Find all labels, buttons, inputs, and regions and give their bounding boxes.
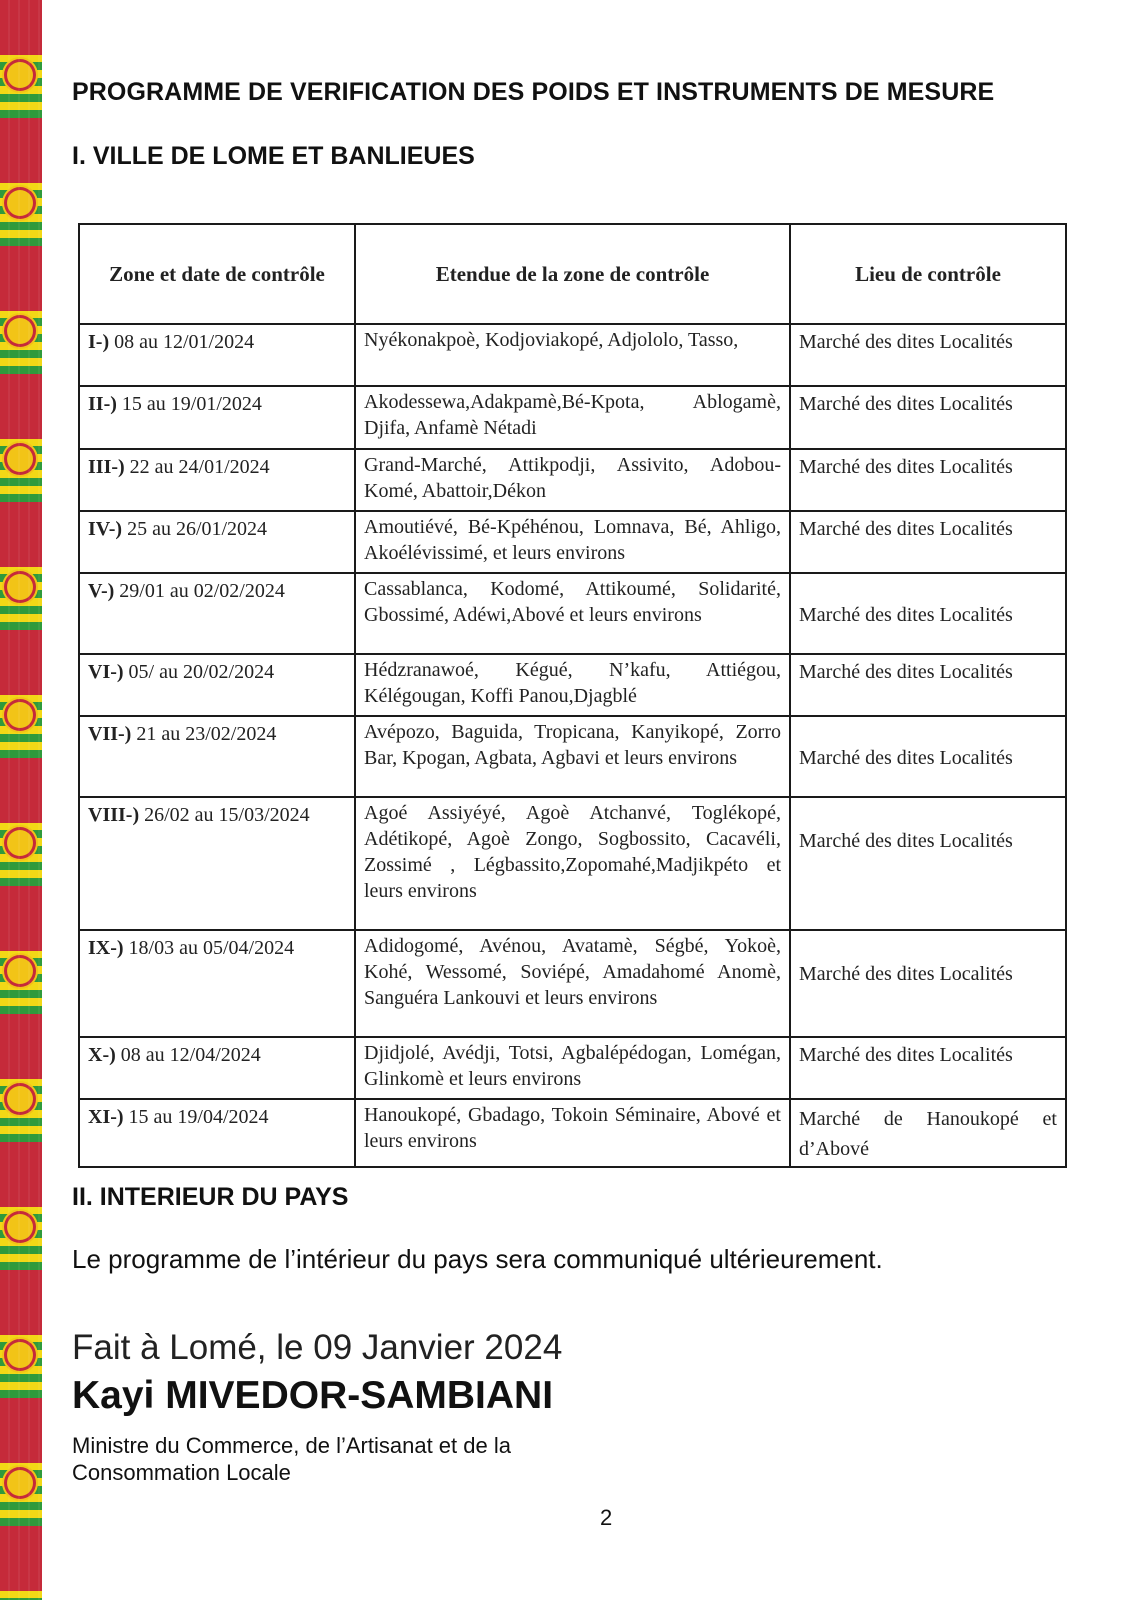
table-row [79,449,1066,511]
zone-date-cell [79,797,355,930]
section-heading-interieur: II. INTERIEUR DU PAYS [72,1183,349,1211]
lieu-cell: Marché des dites Localités [790,1037,1066,1099]
etendue-cell: Cassablanca, Kodomé, Attikoumé, Solidarité, Gbossimé, Adéwi,Abové et leurs environs [355,573,790,654]
zone-date: 22 au 24/01/2024 [129,456,270,478]
zone-date: 21 au 23/02/2024 [136,723,277,745]
kente-motif-icon [7,318,33,344]
zone-number: V-) [88,580,115,602]
zone-date: 15 au 19/04/2024 [128,1106,269,1128]
lieu-cell: Marché des dites Localités [790,386,1066,449]
kente-motif-icon [7,190,33,216]
kente-motif-icon [7,702,33,728]
zone-date: 18/03 au 05/04/2024 [128,937,295,959]
zone-number: IX-) [88,937,124,959]
zone-date-cell [79,1099,355,1167]
kente-motif-icon [7,62,33,88]
zone-date: 08 au 12/01/2024 [114,331,255,353]
zone-date-cell [79,449,355,511]
etendue-cell: Adidogomé, Avénou, Avatamè, Ségbé, Yokoè, Kohé, Wessomé, Soviépé, Amadahomé Anomè, Sanguéra Lankouvi et leurs environs [355,930,790,1037]
zone-date-cell [79,511,355,573]
etendue-cell: Amoutiévé, Bé-Kpéhénou, Lomnava, Bé, Ahligo, Akoélévissimé, et leurs environs [355,511,790,573]
header-lieu: Lieu de contrôle [790,224,1066,324]
header-zone-date: Zone et date de contrôle [79,224,355,324]
zone-date-cell [79,930,355,1037]
zone-date-cell [79,573,355,654]
zone-number: I-) [88,331,110,353]
zone-date: 29/01 au 02/02/2024 [119,580,285,602]
etendue-cell: Hédzranawoé, Kégué, N’kafu, Attiégou, Kélégougan, Koffi Panou,Djagblé [355,654,790,716]
table-row [79,386,1066,449]
etendue-cell: Hanoukopé, Gbadago, Tokoin Séminaire, Abové et leurs environs [355,1099,790,1167]
lieu-cell: Marché des dites Localités [790,449,1066,511]
table-row [79,654,1066,716]
lieu-cell: Marché des dites Localités [790,654,1066,716]
kente-motif-icon [7,574,33,600]
table-header-row [79,224,1066,324]
zone-number: VII-) [88,723,132,745]
section-interieur-text: Le programme de l’intérieur du pays sera communiqué ultérieurement. [72,1244,883,1274]
etendue-cell: Nyékonakpoè, Kodjoviakopé, Adjololo, Tasso, [355,324,790,386]
lieu-cell: Marché des dites Localités [790,511,1066,573]
zone-number: II-) [88,393,117,415]
lieu-cell: Marché de Hanoukopé et d’Abové [790,1099,1066,1167]
table-row [79,511,1066,573]
kente-motif-icon [7,830,33,856]
kente-motif-icon [7,446,33,472]
table-row [79,716,1066,797]
zone-number: III-) [88,456,125,478]
zone-date-cell [79,386,355,449]
lieu-cell: Marché des dites Localités [790,573,1066,654]
zone-date-cell [79,324,355,386]
table-row [79,324,1066,386]
section-heading-lome: I. VILLE DE LOME ET BANLIEUES [72,142,475,170]
header-etendue: Etendue de la zone de contrôle [355,224,790,324]
zone-number: IV-) [88,518,123,540]
zone-number: X-) [88,1044,116,1066]
page-number: 2 [600,1505,613,1530]
zone-date-cell [79,1037,355,1099]
kente-motif-icon [7,1470,33,1496]
zone-date: 26/02 au 15/03/2024 [144,804,310,826]
lieu-cell: Marché des dites Localités [790,930,1066,1037]
zone-number: XI-) [88,1106,124,1128]
kente-motif-icon [7,1086,33,1112]
document-title: PROGRAMME DE VERIFICATION DES POIDS ET INSTRUMENTS DE MESURE [72,78,995,106]
lieu-cell: Marché des dites Localités [790,716,1066,797]
zone-date-cell [79,654,355,716]
place-and-date: Fait à Lomé, le 09 Janvier 2024 [72,1328,563,1367]
signatory-role: Ministre du Commerce, de l’Artisanat et de la Consommation Locale [72,1433,511,1485]
etendue-cell: Grand-Marché, Attikpodji, Assivito, Adobou-Komé, Abattoir,Dékon [355,449,790,511]
zone-date: 05/ au 20/02/2024 [128,661,275,683]
etendue-cell: Akodessewa,Adakpamè,Bé-Kpota, Ablogamè, Djifa, Anfamè Nétadi [355,386,790,449]
table-row [79,930,1066,1037]
kente-border [0,0,42,1600]
etendue-cell: Avépozo, Baguida, Tropicana, Kanyikopé, Zorro Bar, Kpogan, Agbata, Agbavi et leurs environs [355,716,790,797]
table-row [79,573,1066,654]
lieu-cell: Marché des dites Localités [790,324,1066,386]
table-row [79,797,1066,930]
zone-number: VIII-) [88,804,140,826]
table-row [79,1099,1066,1167]
kente-motif-icon [7,1342,33,1368]
etendue-cell: Agoé Assiyéyé, Agoè Atchanvé, Toglékopé, Adétikopé, Agoè Zongo, Sogbossito, Cacavéli, Zossimé , Légbassito,Zopomahé,Madjikpéto et leurs environs [355,797,790,930]
lieu-cell: Marché des dites Localités [790,797,1066,930]
kente-motif-icon [7,1214,33,1240]
zone-number: VI-) [88,661,124,683]
control-schedule-table [78,223,1067,1168]
zone-date: 25 au 26/01/2024 [127,518,268,540]
zone-date: 08 au 12/04/2024 [120,1044,261,1066]
zone-date: 15 au 19/01/2024 [121,393,262,415]
etendue-cell: Djidjolé, Avédji, Totsi, Agbalépédogan, Lomégan, Glinkomè et leurs environs [355,1037,790,1099]
signatory-name: Kayi MIVEDOR-SAMBIANI [72,1374,554,1417]
zone-date-cell [79,716,355,797]
kente-motif-icon [7,958,33,984]
table-row [79,1037,1066,1099]
